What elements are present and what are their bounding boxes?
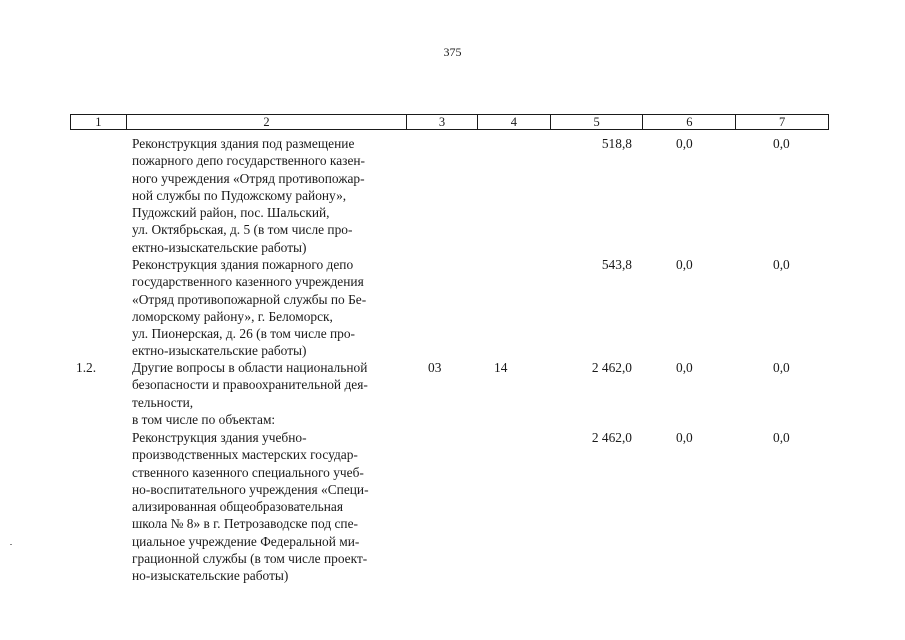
header-col-2: 2 bbox=[127, 115, 407, 129]
description-line: грационной службы (в том числе проект- bbox=[132, 551, 368, 567]
description-line: «Отряд противопожарной службы по Бе- bbox=[132, 291, 367, 307]
header-col-1: 1 bbox=[71, 115, 127, 129]
header-col-6: 6 bbox=[643, 115, 736, 129]
row-description bbox=[132, 256, 366, 360]
row-col-7: 0,0 bbox=[773, 360, 790, 375]
header-col-7: 7 bbox=[778, 115, 786, 129]
row-col-3: 03 bbox=[428, 360, 442, 375]
row-col-7: 0,0 bbox=[773, 257, 790, 272]
row-description bbox=[132, 135, 365, 256]
row-col-5: 2 462,0 bbox=[591, 360, 632, 375]
description-line: Реконструкция здания пожарного депо bbox=[132, 257, 354, 272]
description-line: Реконструкция здания под размещение bbox=[132, 136, 355, 151]
description-line: государственного казенного учреждения bbox=[132, 274, 364, 290]
row-col-5: 2 462,0 bbox=[591, 430, 632, 445]
header-col-5: 5 bbox=[551, 115, 644, 129]
row-col-6: 0,0 bbox=[676, 136, 693, 151]
row-col-4: 14 bbox=[494, 360, 508, 375]
table-header-row bbox=[70, 114, 829, 130]
row-col-6: 0,0 bbox=[676, 257, 693, 272]
description-line: ализированная общеобразовательная bbox=[132, 499, 344, 515]
row-description bbox=[132, 359, 368, 428]
description-line: пожарного депо государственного казен- bbox=[132, 153, 366, 169]
row-col-7: 0,0 bbox=[773, 430, 790, 445]
row-col-7: 0,0 bbox=[773, 136, 790, 151]
description-line: тельности, bbox=[132, 394, 194, 410]
description-line: Другие вопросы в области национальной bbox=[132, 360, 368, 375]
description-line: ной службы по Пудожскому району», bbox=[132, 187, 347, 203]
description-line: ул. Октябрьская, д. 5 (в том числе про- bbox=[132, 222, 353, 238]
description-line: производственных мастерских государ- bbox=[132, 447, 358, 463]
row-col-6: 0,0 bbox=[676, 360, 693, 375]
row-number: 1.2. bbox=[76, 360, 97, 375]
header-col-3: 3 bbox=[407, 115, 478, 129]
description-line: ного учреждения «Отряд противопожар- bbox=[132, 170, 365, 186]
description-line: ектно-изыскательские работы) bbox=[132, 343, 307, 359]
description-line: но-воспитательного учреждения «Специ- bbox=[132, 481, 369, 497]
description-line: ственного казенного специального учеб- bbox=[132, 464, 364, 480]
description-line: Пудожский район, пос. Шальский, bbox=[132, 205, 330, 221]
description-line: ектно-изыскательские работы) bbox=[132, 239, 307, 255]
row-col-5: 518,8 bbox=[601, 136, 632, 151]
description-line: в том числе по объектам: bbox=[132, 411, 276, 427]
description-line: ул. Пионерская, д. 26 (в том числе про- bbox=[132, 326, 356, 342]
row-description bbox=[132, 429, 369, 585]
description-line: Реконструкция здания учебно- bbox=[132, 430, 307, 445]
header-col-4: 4 bbox=[478, 115, 551, 129]
description-line: школа № 8» в г. Петрозаводске под спе- bbox=[132, 516, 358, 532]
description-line: но-изыскательские работы) bbox=[132, 568, 289, 584]
row-col-6: 0,0 bbox=[676, 430, 693, 445]
description-line: безопасности и правоохранительной дея- bbox=[132, 377, 368, 393]
description-line: циальное учреждение Федеральной ми- bbox=[132, 533, 360, 549]
page-number: 375 bbox=[443, 45, 462, 59]
scan-speck bbox=[10, 544, 12, 545]
row-col-5: 543,8 bbox=[601, 257, 632, 272]
description-line: ломорскому району», г. Беломорск, bbox=[132, 308, 333, 324]
